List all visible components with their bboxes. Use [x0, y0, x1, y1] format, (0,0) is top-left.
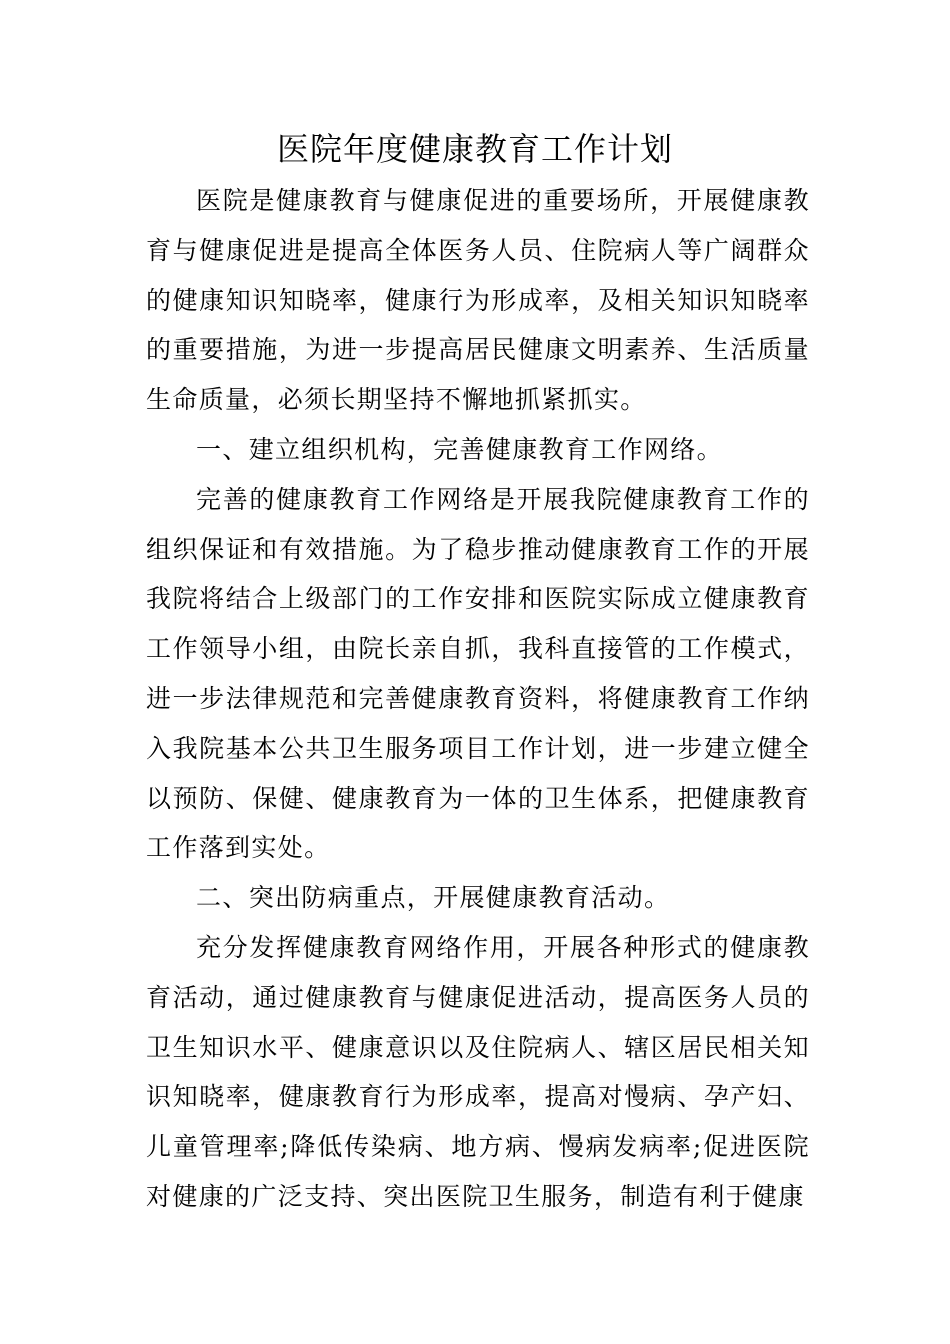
section-2-paragraph: 充分发挥健康教育网络作用，开展各种形式的健康教育活动，通过健康教育与健康促进活动，提高医务人员的卫生知识水平、健康意识以及住院病人、辖区居民相关知识知晓率，健康教育行为形成率，提高对慢病、孕产妇、儿童管理率;降低传染病、地方病、慢病发病率;促进医院对健康的广泛支持、突出医院卫生服务，制造有利于健康 [146, 932, 810, 1211]
section-heading-1: 一、建立组织机构，完善健康教育工作网络。 [196, 434, 724, 464]
document-title: 医院年度健康教育工作计划 [276, 130, 673, 168]
intro-paragraph: 医院是健康教育与健康促进的重要场所，开展健康教育与健康促进是提高全体医务人员、住院病人等广阔群众的健康知识知晓率，健康行为形成率，及相关知识知晓率的重要措施，为进一步提高居民健康文明素养、生活质量生命质量，必须长期坚持不懈地抓紧抓实。 [146, 186, 810, 415]
document-body [146, 176, 810, 1222]
section-heading-2: 二、突出防病重点，开展健康教育活动。 [196, 883, 671, 913]
section-1-paragraph: 完善的健康教育工作网络是开展我院健康教育工作的组织保证和有效措施。为了稳步推动健康教育工作的开展我院将结合上级部门的工作安排和医院实际成立健康教育工作领导小组，由院长亲自抓，我科直接管的工作模式，进一步法律规范和完善健康教育资料，将健康教育工作纳入我院基本公共卫生服务项目工作计划，进一步建立健全以预防、保健、健康教育为一体的卫生体系，把健康教育工作落到实处。 [146, 484, 810, 863]
